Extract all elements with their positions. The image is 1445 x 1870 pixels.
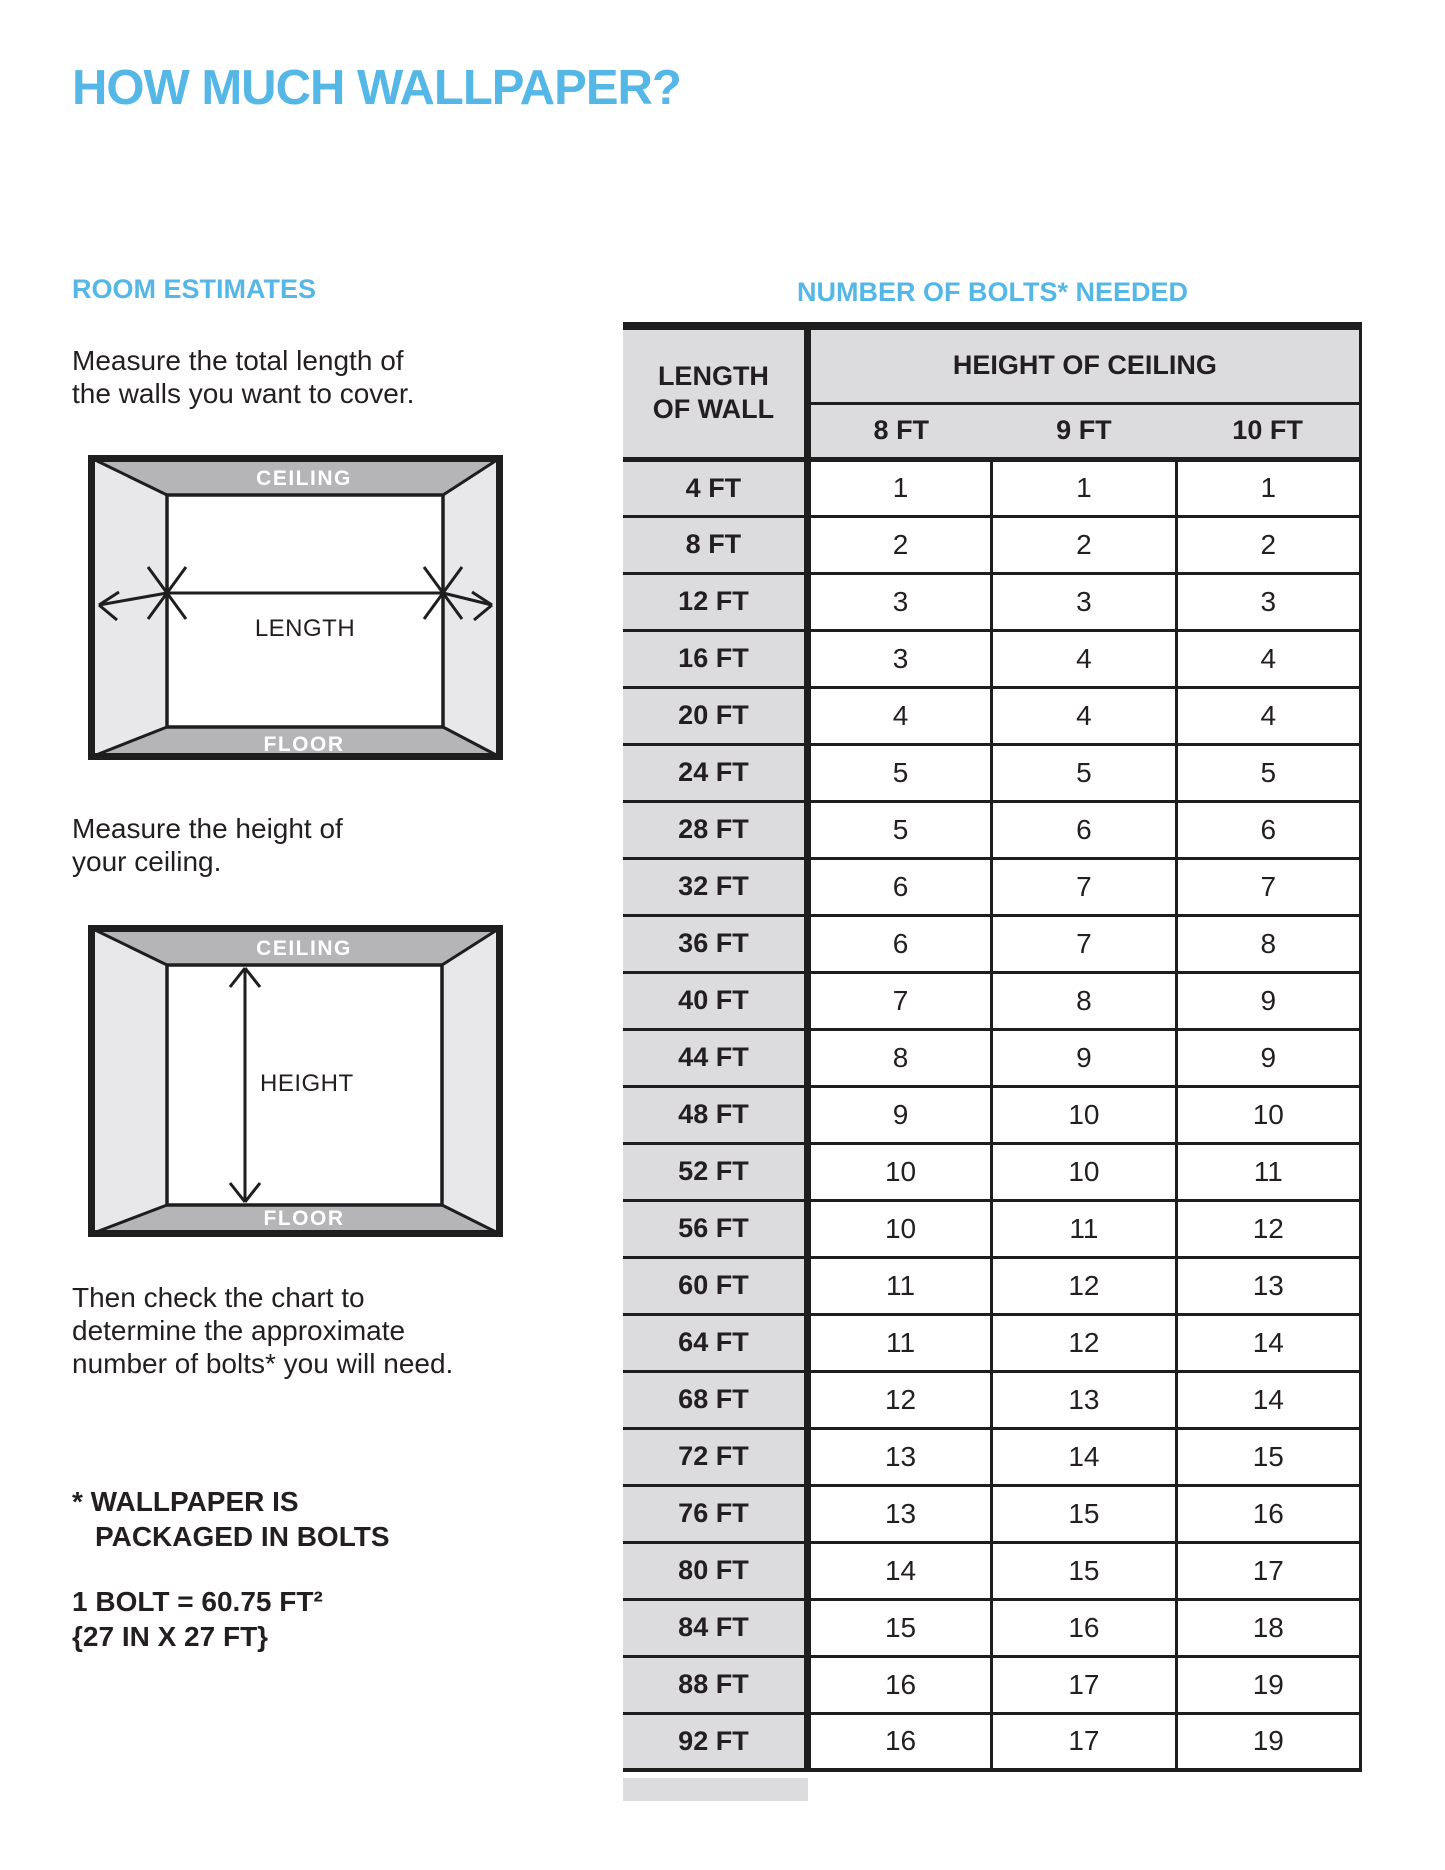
bolt-count-cell: 11 — [992, 1200, 1176, 1257]
table-row — [623, 1713, 1361, 1770]
bolt-count-cell: 12 — [1176, 1200, 1360, 1257]
wall-length-cell: 8 FT — [623, 516, 807, 573]
bolts-table-head — [623, 326, 1361, 459]
bolt-count-cell: 16 — [992, 1599, 1176, 1656]
bolt-count-cell: 14 — [1176, 1371, 1360, 1428]
bolt-count-cell: 14 — [807, 1542, 991, 1599]
page-title: HOW MUCH WALLPAPER? — [72, 61, 681, 115]
bolt-count-cell: 5 — [807, 801, 991, 858]
bolt-count-cell: 15 — [1176, 1428, 1360, 1485]
bolt-count-cell: 13 — [992, 1371, 1176, 1428]
bolt-count-cell: 2 — [1176, 516, 1360, 573]
instruction-line: Measure the total length of — [72, 345, 404, 376]
bolt-count-cell: 1 — [807, 459, 991, 516]
bolt-count-cell: 1 — [1176, 459, 1360, 516]
bolt-count-cell: 19 — [1176, 1713, 1360, 1770]
bolt-count-cell: 5 — [807, 744, 991, 801]
instruction-line: the walls you want to cover. — [72, 378, 415, 409]
table-row — [623, 516, 1361, 573]
bolt-count-cell: 10 — [807, 1200, 991, 1257]
bolt-count-cell: 4 — [992, 687, 1176, 744]
check-chart-instruction — [72, 1281, 453, 1380]
bolt-count-cell: 16 — [807, 1656, 991, 1713]
table-row — [623, 858, 1361, 915]
length-of-wall-header: LENGTH OF WALL — [623, 326, 807, 459]
bolt-eq-line: {27 IN X 27 FT} — [72, 1621, 269, 1652]
bolt-count-cell: 13 — [807, 1485, 991, 1542]
bolt-count-cell: 9 — [1176, 1029, 1360, 1086]
room-height-diagram-svg — [88, 925, 503, 1237]
bolt-count-cell: 6 — [807, 915, 991, 972]
wall-length-cell: 52 FT — [623, 1143, 807, 1200]
bolt-count-cell: 12 — [992, 1314, 1176, 1371]
instruction-line: determine the approximate — [72, 1315, 406, 1346]
table-footer-strip — [623, 1778, 808, 1801]
bolt-count-cell: 14 — [1176, 1314, 1360, 1371]
room-estimates-heading: ROOM ESTIMATES — [72, 274, 317, 304]
bolt-count-cell: 16 — [807, 1713, 991, 1770]
ceiling-label: CEILING — [256, 467, 352, 490]
wall-length-cell: 20 FT — [623, 687, 807, 744]
bolt-eq-line: 1 BOLT = 60.75 FT² — [72, 1586, 323, 1617]
bolt-count-cell: 2 — [992, 516, 1176, 573]
bolt-count-cell: 11 — [807, 1314, 991, 1371]
bolt-equivalence-note — [72, 1584, 323, 1654]
measure-length-instruction — [72, 344, 414, 410]
bolts-table-heading: NUMBER OF BOLTS* NEEDED — [796, 277, 1188, 307]
bolt-count-cell: 14 — [992, 1428, 1176, 1485]
wall-length-cell: 28 FT — [623, 801, 807, 858]
bolt-count-cell: 6 — [992, 801, 1176, 858]
bolt-count-cell: 2 — [807, 516, 991, 573]
bolt-count-cell: 7 — [992, 915, 1176, 972]
bolt-count-cell: 15 — [992, 1542, 1176, 1599]
wall-length-cell: 36 FT — [623, 915, 807, 972]
room-length-diagram — [88, 455, 503, 760]
bolt-count-cell: 4 — [807, 687, 991, 744]
bolt-count-cell: 3 — [992, 573, 1176, 630]
bolt-count-cell: 10 — [992, 1086, 1176, 1143]
bolt-count-cell: 17 — [1176, 1542, 1360, 1599]
table-row — [623, 1485, 1361, 1542]
bolt-count-cell: 12 — [807, 1371, 991, 1428]
wall-length-cell: 24 FT — [623, 744, 807, 801]
measure-height-instruction — [72, 812, 343, 878]
table-row — [623, 573, 1361, 630]
table-row — [623, 1143, 1361, 1200]
room-length-diagram-svg — [88, 455, 503, 760]
bolt-count-cell: 9 — [992, 1029, 1176, 1086]
table-row — [623, 1428, 1361, 1485]
bolt-count-cell: 16 — [1176, 1485, 1360, 1542]
wall-length-cell: 76 FT — [623, 1485, 807, 1542]
bolt-count-cell: 19 — [1176, 1656, 1360, 1713]
bolt-count-cell: 10 — [992, 1143, 1176, 1200]
bolt-count-cell: 7 — [807, 972, 991, 1029]
table-row — [623, 744, 1361, 801]
bolt-count-cell: 10 — [1176, 1086, 1360, 1143]
footnote-line: * WALLPAPER IS — [72, 1486, 299, 1517]
table-row — [623, 1200, 1361, 1257]
bolt-count-cell: 4 — [992, 630, 1176, 687]
bolt-count-cell: 17 — [992, 1713, 1176, 1770]
table-row — [623, 1656, 1361, 1713]
left-wall-surface — [91, 928, 167, 1234]
bolt-count-cell: 3 — [1176, 573, 1360, 630]
wall-length-cell: 64 FT — [623, 1314, 807, 1371]
table-row — [623, 459, 1361, 516]
wall-length-cell: 68 FT — [623, 1371, 807, 1428]
table-row — [623, 1542, 1361, 1599]
floor-label: FLOOR — [263, 733, 345, 756]
wall-length-cell: 80 FT — [623, 1542, 807, 1599]
wall-length-cell: 84 FT — [623, 1599, 807, 1656]
bolt-count-cell: 11 — [807, 1257, 991, 1314]
table-row — [623, 1257, 1361, 1314]
wall-length-cell: 44 FT — [623, 1029, 807, 1086]
table-row — [623, 1029, 1361, 1086]
bolt-count-cell: 6 — [1176, 801, 1360, 858]
wall-length-cell: 16 FT — [623, 630, 807, 687]
wall-length-cell: 92 FT — [623, 1713, 807, 1770]
wall-length-cell: 60 FT — [623, 1257, 807, 1314]
wall-length-cell: 48 FT — [623, 1086, 807, 1143]
instruction-line: number of bolts* you will need. — [72, 1348, 454, 1379]
table-row — [623, 1086, 1361, 1143]
height-label: HEIGHT — [260, 1070, 354, 1097]
wall-length-cell: 12 FT — [623, 573, 807, 630]
wall-length-cell: 88 FT — [623, 1656, 807, 1713]
bolt-count-cell: 4 — [1176, 630, 1360, 687]
wall-length-cell: 72 FT — [623, 1428, 807, 1485]
bolt-count-cell: 8 — [807, 1029, 991, 1086]
bolt-count-cell: 1 — [992, 459, 1176, 516]
bolt-count-cell: 12 — [992, 1257, 1176, 1314]
bolt-count-cell: 3 — [807, 573, 991, 630]
room-height-diagram — [88, 925, 503, 1237]
ceiling-height-header: 8 FT — [807, 403, 991, 459]
bolt-count-cell: 15 — [992, 1485, 1176, 1542]
table-row — [623, 801, 1361, 858]
bolts-table-body — [623, 459, 1361, 1770]
wall-length-cell: 32 FT — [623, 858, 807, 915]
right-wall-surface — [442, 928, 500, 1234]
bolt-count-cell: 4 — [1176, 687, 1360, 744]
table-header-row-1 — [623, 326, 1361, 403]
instruction-line: Then check the chart to — [72, 1282, 365, 1313]
length-label: LENGTH — [254, 615, 356, 642]
bolt-count-cell: 18 — [1176, 1599, 1360, 1656]
bolt-count-cell: 10 — [807, 1143, 991, 1200]
bolt-count-cell: 7 — [992, 858, 1176, 915]
bolt-count-cell: 13 — [1176, 1257, 1360, 1314]
table-row — [623, 1599, 1361, 1656]
bolt-count-cell: 9 — [1176, 972, 1360, 1029]
bolt-count-cell: 5 — [1176, 744, 1360, 801]
table-row — [623, 1314, 1361, 1371]
bolts-footnote — [72, 1484, 390, 1554]
bolt-count-cell: 8 — [992, 972, 1176, 1029]
table-row — [623, 630, 1361, 687]
ceiling-label: CEILING — [256, 937, 352, 960]
wall-length-cell: 56 FT — [623, 1200, 807, 1257]
bolt-count-cell: 13 — [807, 1428, 991, 1485]
bolt-count-cell: 17 — [992, 1656, 1176, 1713]
ceiling-height-header: 10 FT — [1176, 403, 1360, 459]
back-wall — [167, 495, 443, 727]
bolt-count-cell: 8 — [1176, 915, 1360, 972]
bolt-count-cell: 9 — [807, 1086, 991, 1143]
floor-label: FLOOR — [263, 1207, 345, 1230]
wall-length-cell: 40 FT — [623, 972, 807, 1029]
instruction-line: your ceiling. — [72, 846, 222, 877]
bolt-count-cell: 3 — [807, 630, 991, 687]
bolt-count-cell: 7 — [1176, 858, 1360, 915]
bolt-count-cell: 5 — [992, 744, 1176, 801]
height-of-ceiling-header: HEIGHT OF CEILING — [807, 326, 1360, 403]
bolt-count-cell: 11 — [1176, 1143, 1360, 1200]
wall-length-cell: 4 FT — [623, 459, 807, 516]
bolts-needed-table — [623, 322, 1362, 1772]
table-row — [623, 1371, 1361, 1428]
footnote-line: PACKAGED IN BOLTS — [95, 1521, 390, 1552]
bolt-count-cell: 15 — [807, 1599, 991, 1656]
bolt-count-cell: 6 — [807, 858, 991, 915]
table-row — [623, 687, 1361, 744]
instruction-line: Measure the height of — [72, 813, 343, 844]
table-row — [623, 972, 1361, 1029]
table-row — [623, 915, 1361, 972]
ceiling-height-header: 9 FT — [992, 403, 1176, 459]
right-wall-surface — [443, 458, 500, 757]
